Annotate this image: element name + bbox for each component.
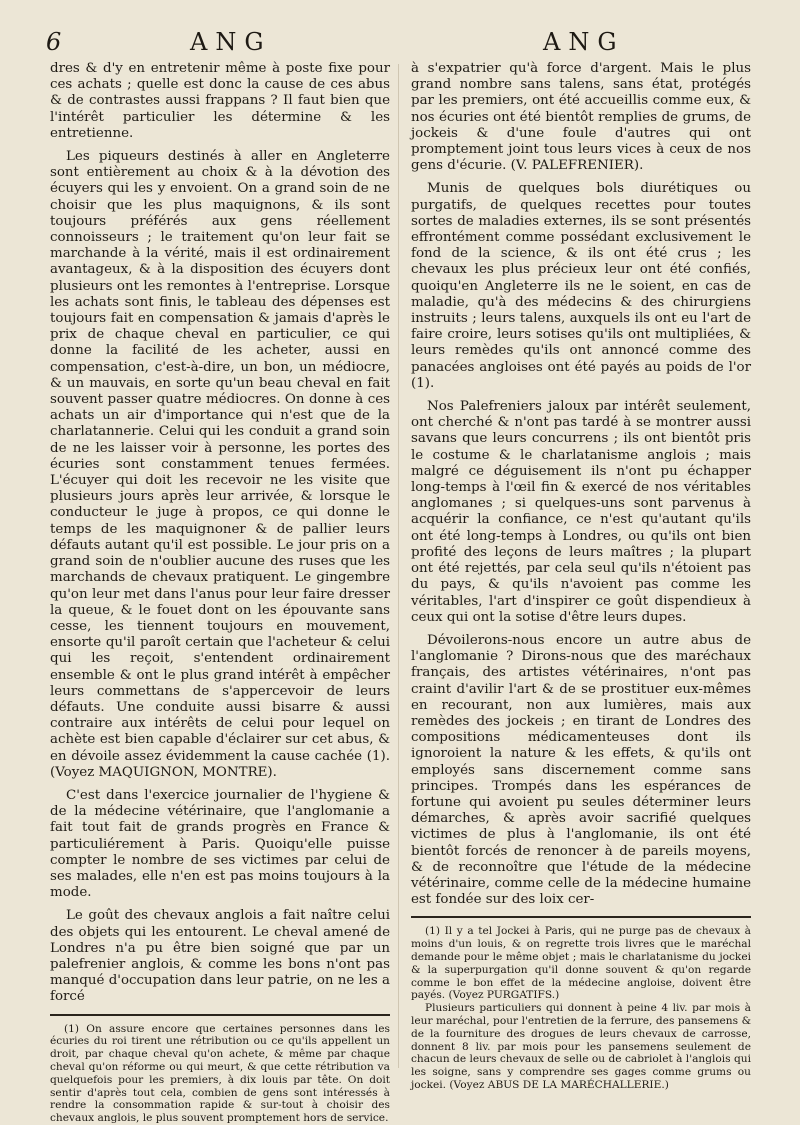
left-column bbox=[50, 61, 390, 1125]
paragraph: Nos Palefreniers jaloux par intérêt seulement, ont cherché & n'ont pas tardé à se montrer aussi savans que leurs concurrens ; ils ont bientôt pris le costume & le charlatanisme anglois ; mais malgré ce déguisement ils n'ont pu échapper long-temps à l'œil fin & exercé de nos véritables anglomanes ; si quelques-uns sont parvenus à acquérir la confiance, ce n'est qu'autant qu'ils ont été long-temps à Londres, ou qu'ils ont bien profité des leçons de leurs maîtres ; la plupart ont été rejettés, par cela seul qu'ils n'étoient pas du pays, & qu'ils n'avoient pas comme les véritables, l'art d'inspirer ce goût dispendieux à ceux qui ont la sotise d'être leurs dupes. bbox=[411, 399, 751, 625]
page-number: 6 bbox=[46, 28, 62, 56]
running-head-right: ANG bbox=[543, 28, 625, 56]
running-head-left: ANG bbox=[190, 28, 272, 56]
paragraph: Munis de quelques bols diurétiques ou purgatifs, de quelques recettes pour toutes sortes de maladies externes, ils se sont présentés effrontément comme possédant exclusivement le fond de la science, & ils ont été crus ; les chevaux les plus précieux leur ont été confiés, quoiqu'en Angleterre ils ne le soient, en cas de maladie, qu'à des médecins & des chirurgiens instruits ; leurs talens, auxquels ils ont eu l'art de faire croire, leurs sotises qu'ils ont multipliées, & leurs remèdes qu'ils ont annoncé comme des panacées angloises ont été payés au poids de l'or (1). bbox=[411, 181, 751, 391]
right-footnotes bbox=[411, 925, 751, 1091]
page-header bbox=[0, 28, 800, 58]
footnote-rule bbox=[411, 916, 751, 918]
paragraph: à s'expatrier qu'à force d'argent. Mais le plus grand nombre sans talens, sans état, protégés par les premiers, ont été accueillis comme eux, & nos écuries ont été bientôt remplies de grums, de jockeis & d'une foule d'autres qui ont promptement joint tous leurs vices à ceux de nos gens d'écurie. (V. PALEFRENIER). bbox=[411, 61, 751, 174]
paragraph: Dévoilerons-nous encore un autre abus de l'anglomanie ? Dirons-nous que des maréchaux français, des artistes vétérinaires, n'ont pas craint d'avilir l'art & de se prostituer eux-mêmes en recourant, non aux lumières, mais aux remèdes des jockeis ; en tirant de Londres des compositions médicamenteuses dont ils ignoroient la nature & les effets, & qu'ils ont employés sans discernement comme sans principes. Trompés dans les espérances de fortune qui avoient pu seules déterminer leurs démarches, & après avoir sacrifié quelques victimes de plus à l'anglomanie, ils ont été bientôt forcés de renoncer à de pareils moyens, & de reconnoître que l'étude de la médecine vétérinaire, comme celle de la médecine humaine est fondée sur des loix cer- bbox=[411, 632, 751, 908]
right-column bbox=[411, 61, 751, 1092]
footnote-rule bbox=[50, 1014, 390, 1016]
left-footnotes bbox=[50, 1023, 390, 1125]
footnote: (1) Il y a tel Jockei à Paris, qui ne purge pas de chevaux à moins d'un louis, & on regrette trois livres que le maréchal demande pour le même objet ; mais le charlatanisme du jockei & la superpurgation qu'il donne souvent & qu'on regarde comme le bon effet de la médecine angloise, doivent être payés. (Voyez PURGATIFS.) bbox=[411, 925, 751, 1002]
paragraph: Le goût des chevaux anglois a fait naître celui des objets qui les entourent. Le cheval amené de Londres n'a pu être bien soigné que par un palefrenier anglois, & comme les bons n'ont pas manqué d'occupation dans leur patrie, on ne les a forcé bbox=[50, 908, 390, 1005]
paragraph: Les piqueurs destinés à aller en Angleterre sont entièrement au choix & à la dévotion des écuyers qui les y envoient. On a grand soin de ne choisir que les plus maquignons, & ils sont toujours préférés aux gens réellement connoisseurs ; le traitement qu'on leur fait se marchande à la vérité, mais il est ordinairement avantageux, & à la disposition des écuyers dont plusieurs ont les remontes à l'entreprise. Lorsque les achats sont finis, le tableau des dépenses est toujours fait en compensation & jamais d'après le prix de chaque cheval en particulier, ce qui donne la facilité de les acheter, aussi en compensation, c'est-à-dire, un bon, un médiocre, & un mauvais, en sorte qu'un beau cheval en fait souvent passer quatre médiocres. On donne à ces achats un air d'importance qui n'est que de la charlatannerie. Celui qui les conduit a grand soin de ne les laisser voir à personne, les portes des écuries sont constamment tenues fermées. L'écuyer qui doit les recevoir ne les visite que plusieurs jours après leur arrivée, & lorsque le conducteur le juge à propos, ce qui donne le temps de les maquignoner & de pallier leurs défauts autant qu'il est possible. Le jour pris on a grand soin de n'oublier aucune des ruses que les marchands de chevaux pratiquent. Le gingembre qu'on leur met dans l'anus pour leur faire dresser la queue, & le fouet dont on les épouvante sans cesse, les tiennent toujours en mouvement, ensorte qu'il paroît certain que l'acheteur & celui qui les reçoit, s'entendent ordinairement ensemble & ont le plus grand intérêt à empêcher leurs commettans de s'appercevoir de leurs défauts. Une conduite aussi bisarre & aussi contraire aux intérêts de celui pour lequel on achète est bien capable d'éclairer sur cet abus, & en dévoile assez évidemment la cause cachée (1). (Voyez MAQUIGNON, MONTRE). bbox=[50, 149, 390, 780]
left-body bbox=[50, 61, 390, 1006]
paragraph: dres & d'y en entretenir même à poste fixe pour ces achats ; quelle est donc la cause de ces abus & de contrastes aussi frappans ? Il faut bien que l'intérêt particulier les détermine & les entretienne. bbox=[50, 61, 390, 141]
column-gutter bbox=[398, 64, 399, 1068]
footnote: Plusieurs particuliers qui donnent à peine 4 liv. par mois à leur maréchal, pour l'entretien de la ferrure, des pansemens & de la fourniture des drogues de leurs chevaux de carrosse, donnent 8 liv. par mois pour les pansemens seulement de chacun de leurs chevaux de selle ou de cabriolet à l'anglois qui les soigne, sans y comprendre ses gages comme grums ou jockei. (Voyez ABUS DE LA MARÉCHALLERIE.) bbox=[411, 1002, 751, 1091]
footnote: (1) On assure encore que certaines personnes dans les écuries du roi tirent une rétribution ou ce qu'ils appellent un droit, par chaque cheval qu'on achete, & même par chaque cheval qu'on réforme ou qui meurt, & que cette rétribution va quelquefois pour les premiers, à dix louis par tête. On doit sentir d'après tout cela, combien de gens sont intéressés à rendre la consommation rapide & sur-tout à choisir des chevaux anglois, le plus souvent promptement hors de service. bbox=[50, 1022, 390, 1125]
right-body bbox=[411, 61, 751, 908]
paragraph: C'est dans l'exercice journalier de l'hygiene & de la médecine vétérinaire, que l'anglomanie a fait tout fait de grands progrès en France & particuliérement à Paris. Quoiqu'elle puisse compter le nombre de ses victimes par celui de ses malades, elle n'en est pas moins toujours à la mode. bbox=[50, 787, 390, 901]
